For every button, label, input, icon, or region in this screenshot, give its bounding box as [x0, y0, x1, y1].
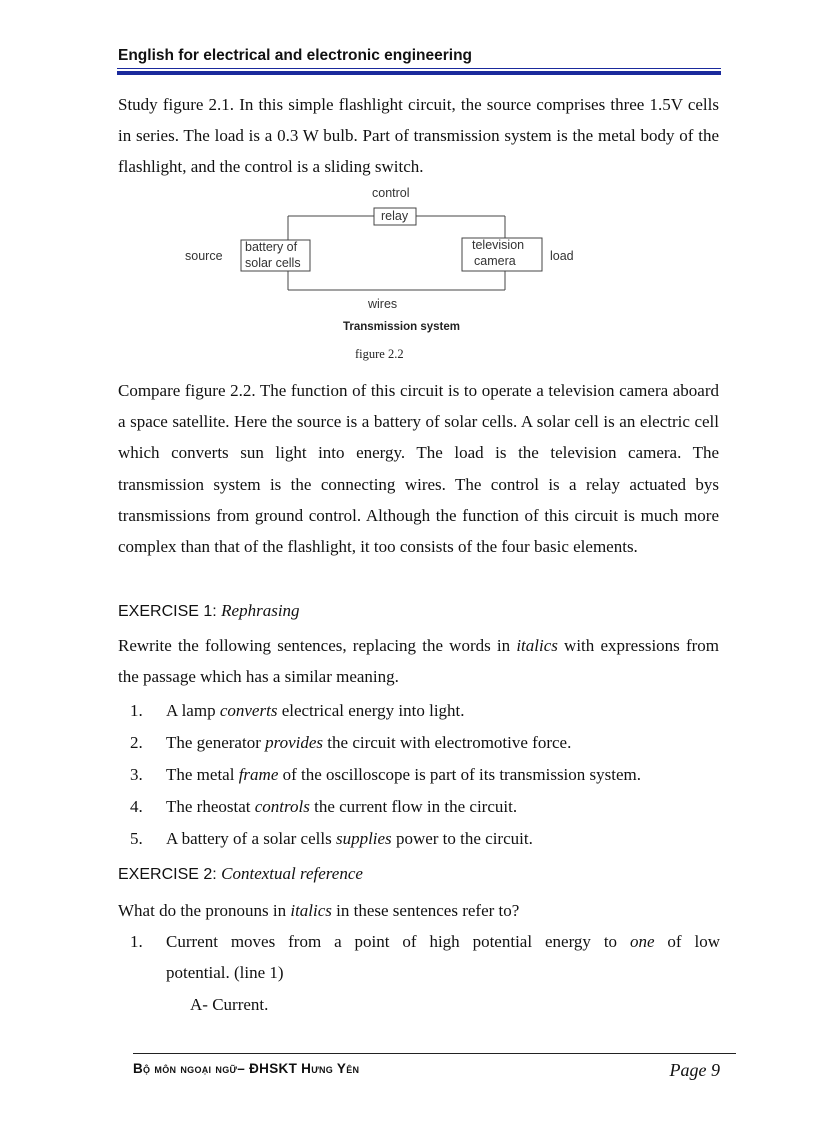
- item-text: of the oscilloscope is part of its transmission system.: [278, 765, 642, 784]
- exercise1-instruction-pre: Rewrite the following sentences, replacing the words in: [118, 636, 517, 655]
- exercise1-heading: [118, 601, 300, 621]
- item-text: The generator: [166, 733, 266, 752]
- item-text: The metal: [166, 765, 239, 784]
- paragraph-intro: Study figure 2.1. In this simple flashlight circuit, the source comprises three 1.5V cells in series. The load is a 0.3 W bulb. Part of transmission system is the metal body of the flashlight, and the control is a sliding switch.: [118, 95, 719, 177]
- item-italic: frame: [238, 765, 279, 784]
- item-italic: controls: [254, 797, 310, 816]
- page-number: Page 9: [669, 1060, 720, 1080]
- exercise2-instruction-italic: italics: [290, 901, 332, 920]
- circuit-figure: [170, 183, 610, 373]
- exercise2-title: EXERCISE 2: [118, 866, 213, 883]
- item-number: 1.: [130, 932, 143, 951]
- footer-rule: [133, 1053, 736, 1054]
- item-number: 3.: [130, 765, 143, 784]
- list-item-line2: [130, 957, 720, 988]
- exercise1-list: [130, 695, 720, 855]
- load-label: load: [550, 249, 574, 263]
- list-item: [130, 823, 720, 855]
- item-number: 2.: [130, 733, 143, 752]
- running-header: [118, 47, 720, 65]
- wires-label: wires: [368, 297, 398, 311]
- relay-label: relay: [381, 209, 409, 223]
- item-italic: converts: [219, 701, 278, 720]
- item-italic: supplies: [335, 829, 392, 848]
- item-text: of low: [654, 932, 720, 951]
- exercise1-instruction-italic: italics: [516, 636, 558, 655]
- list-item: [130, 695, 720, 727]
- footer-department: Bộ môn ngoại ngữ– ĐHSKT Hưng Yên: [133, 1061, 360, 1076]
- exercise1-title: EXERCISE 1: [118, 603, 213, 620]
- figure-caption: figure 2.2: [355, 347, 404, 361]
- item-number: 4.: [130, 797, 143, 816]
- list-item: [130, 791, 720, 823]
- tv-label-line2: camera: [474, 254, 516, 268]
- item-text: the current flow in the circuit.: [309, 797, 518, 816]
- exercise1-instruction: [118, 630, 719, 692]
- list-item: [130, 759, 720, 791]
- header-rule-thick: [117, 71, 721, 75]
- item-text: Current moves from a point of high potential energy to: [166, 932, 630, 951]
- exercise2-instruction: [118, 895, 719, 926]
- exercise1-subtitle: Rephrasing: [221, 601, 300, 620]
- item-text: potential. (line 1): [166, 963, 284, 982]
- source-label: source: [185, 249, 223, 263]
- battery-label-line1: battery of: [245, 240, 298, 254]
- item-number: 5.: [130, 829, 143, 848]
- header-rule-thin: [117, 68, 721, 69]
- exercise2-subtitle: Contextual reference: [221, 864, 363, 883]
- item-number: 1.: [130, 701, 143, 720]
- transmission-label: Transmission system: [343, 321, 460, 333]
- item-italic: provides: [265, 733, 324, 752]
- item-text: A battery of a solar cells: [166, 829, 336, 848]
- paragraph-compare: Compare figure 2.2. The function of this circuit is to operate a television camera aboard a space satellite. Here the source is a battery of solar cells. A solar cell is an electric cell which converts sun light into energy. The load is the television camera. The transmission system is the connecting wires. The control is a relay actuated bys transmissions from ground control. Although the function of this circuit is much more complex than that of the flashlight, it too consists of the four basic elements.: [118, 381, 719, 557]
- item-text: A lamp: [166, 701, 220, 720]
- battery-label-line2: solar cells: [245, 256, 301, 270]
- list-item: [130, 727, 720, 759]
- control-label: control: [372, 186, 410, 200]
- item-line-justified: [166, 926, 720, 957]
- exercise2-heading: [118, 864, 363, 884]
- header-title: English for electrical and electronic engineering: [118, 47, 473, 64]
- list-item: [130, 926, 720, 988]
- exercise1-instruction-post: with expressions from the passage which has a similar meaning.: [118, 636, 720, 687]
- item-text: the circuit with electromotive force.: [323, 733, 572, 752]
- exercise2-instruction-pre: What do the pronouns in: [118, 901, 291, 920]
- exercise1-colon: :: [212, 603, 222, 620]
- exercise2-instruction-post: in these sentences refer to?: [331, 901, 520, 920]
- answer-text: A- Current.: [190, 995, 269, 1014]
- item-text: The rheostat: [166, 797, 255, 816]
- item-italic: one: [629, 932, 655, 951]
- exercise2-list: [130, 926, 720, 988]
- item-text: electrical energy into light.: [277, 701, 465, 720]
- list-item-line1: [130, 926, 720, 957]
- item-text: power to the circuit.: [391, 829, 533, 848]
- exercise2-colon: :: [212, 866, 222, 883]
- tv-label-line1: television: [472, 238, 525, 252]
